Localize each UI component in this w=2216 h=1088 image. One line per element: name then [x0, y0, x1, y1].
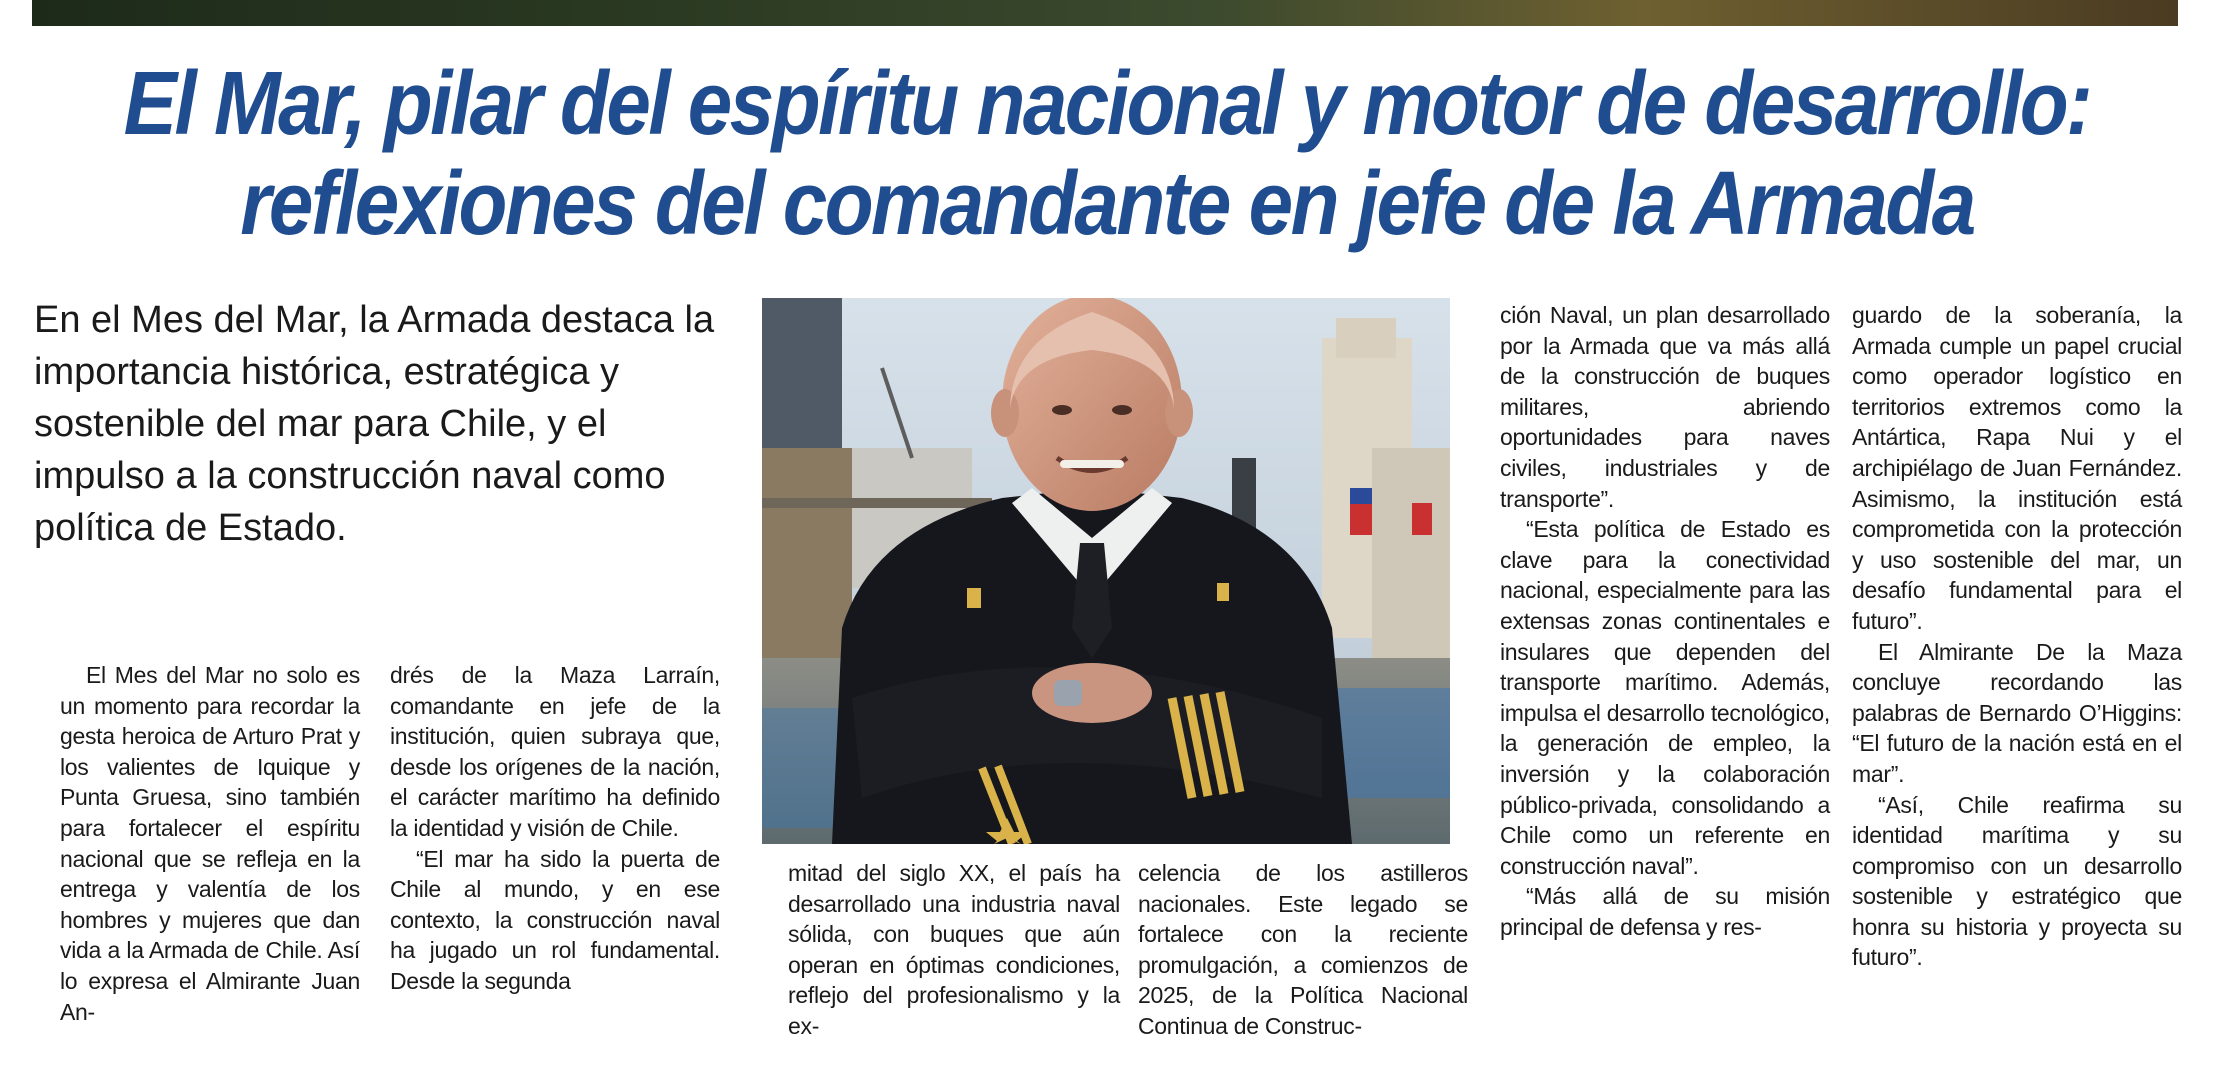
article-column-6 [1852, 300, 2182, 973]
paragraph: “Esta política de Estado es clave para la conectividad nacional, especialmente para las extensas zonas continentales e insulares que dependen del transporte marítimo. Además, impulsa el desarrollo tecnológico, la generación de empleo, la inversión y la colaboración público-privada, consolidando a Chile como un referente en construcción naval”. [1500, 516, 1830, 879]
headline-line-1: El Mar, pilar del espíritu nacional y motor de desarrollo: [123, 53, 2091, 153]
paragraph: El Almirante De la Maza concluye recordando las palabras de Bernardo O’Higgins: “El futuro de la nación está en el mar”. [1852, 638, 2182, 787]
admiral-photo [762, 298, 1450, 844]
headline-line-2: reflexiones del comandante en jefe de la Armada [240, 153, 1974, 253]
paragraph: guardo de la soberanía, la Armada cumple un papel crucial como operador logístico en territorios extremos como la Antártica, Rapa Nui y el archipiélago de Juan Fernández. Asimismo, la institución está comprometida con la protección y uso sostenible del mar, un desafío fundamental para el futuro”. [1852, 302, 2182, 634]
paragraph: El Mes del Mar no solo es un momento para recordar la gesta heroica de Arturo Prat y los valientes de Iquique y Punta Gruesa, sino también para fortalecer el espíritu nacional que se refleja en la entrega y valentía de los hombres y mujeres que dan vida a la Armada de Chile. Así lo expresa el Almirante Juan An- [60, 662, 360, 1025]
article-column-3 [788, 858, 1120, 1042]
article-column-2 [390, 660, 720, 997]
paragraph: drés de la Maza Larraín, comandante en jefe de la institución, quien subraya que, desde los orígenes de la nación, el carácter marítimo ha definido la identidad y visión de Chile. [390, 662, 720, 841]
article-column-4 [1138, 858, 1468, 1042]
article-column-5 [1500, 300, 1830, 942]
top-photo-strip [32, 0, 2178, 26]
lead-paragraph: En el Mes del Mar, la Armada destaca la importancia histórica, estratégica y sostenible del mar para Chile, y el impulso a la construcción naval como política de Estado. [34, 299, 715, 549]
article-column-1 [60, 660, 360, 1027]
paragraph: ción Naval, un plan desarrollado por la Armada que va más allá de la construcción de buques militares, abriendo oportunidades para naves civiles, industriales y de transporte”. [1500, 302, 1830, 512]
paragraph: “Así, Chile reafirma su identidad marítima y su compromiso con un desarrollo sostenible y estratégico que honra su historia y proyecta su futuro”. [1852, 791, 2182, 971]
paragraph: mitad del siglo XX, el país ha desarrollado una industria naval sólida, con buques que aún operan en óptimas condiciones, reflejo del profesionalismo y la ex- [788, 860, 1120, 1039]
paragraph: “Más allá de su misión principal de defensa y res- [1500, 883, 1830, 940]
paragraph: celencia de los astilleros nacionales. Este legado se fortalece con la reciente promulgación, a comienzos de 2025, de la Política Nacional Continua de Construc- [1138, 860, 1468, 1039]
admiral-photo-illustration [762, 298, 1450, 844]
paragraph: “El mar ha sido la puerta de Chile al mundo, y en ese contexto, la construcción naval ha jugado un rol fundamental. Desde la segunda [390, 845, 720, 994]
